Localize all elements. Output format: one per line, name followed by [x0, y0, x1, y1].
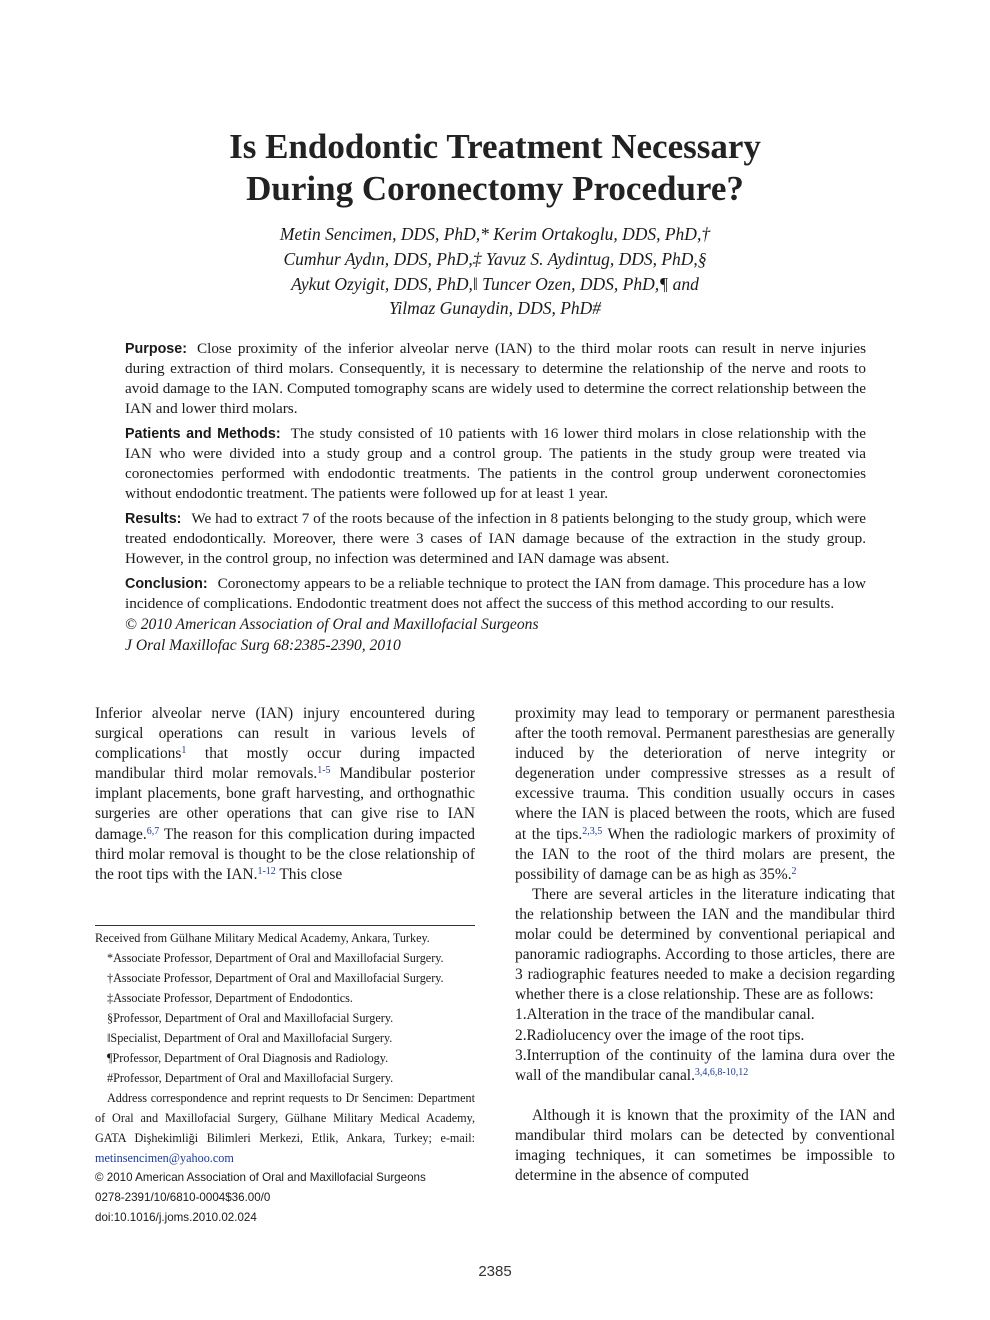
email-link[interactable]: metinsencimen@yahoo.com [95, 1151, 234, 1165]
intro-paragraph [95, 704, 475, 885]
conclusion-text: Coronectomy appears to be a reliable technique to protect the IAN from damage. This procedure has a low incidence of complications. Endodontic treatment does not affect the success of this method according to our results. [125, 575, 866, 612]
text-run: 3.Interruption of the continuity of the lamina dura over the wall of the mandibular canal. [515, 1046, 895, 1084]
abstract-conclusion [125, 574, 866, 614]
text-run: This close [275, 865, 343, 883]
purpose-label: Purpose: [125, 341, 187, 357]
article-title [95, 126, 895, 210]
reference-link[interactable]: 3,4,6,8-10,12 [694, 1066, 749, 1078]
text-run: The reason for this complication during impacted third molar removal is thought to be the close relationship of the root tips with the IAN. [95, 825, 475, 883]
footnote-received: Received from Gülhane Military Medical Academy, Ankara, Turkey. [95, 931, 430, 945]
abstract-methods [125, 424, 866, 504]
footnote-divider [95, 925, 475, 926]
author-line-4: Yilmaz Gunaydin, DDS, PhD# [388, 298, 602, 319]
list-item: 1.Alteration in the trace of the mandibular canal. [515, 1006, 815, 1024]
footnote-affiliation: ¶Professor, Department of Oral Diagnosis and Radiology. [107, 1051, 389, 1065]
footnote-address [95, 1088, 475, 1168]
methods-text: The study consisted of 10 patients with 16 lower third molars in close relationship with the IAN who were divided into a study group and a control group. The patients in the study group were treated via coronectomies performed with endodontic treatments. The patients in the control group underwent coronectomies without endodontic treatment. The patients were followed up for at least 1 year. [125, 425, 866, 502]
author-line-1: Metin Sencimen, DDS, PhD,* Kerim Ortakoglu, DDS, PhD,† [279, 224, 711, 244]
journal-citation: J Oral Maxillofac Surg 68:2385-2390, 2010 [125, 637, 401, 654]
author-list [150, 222, 840, 321]
abstract-purpose [125, 339, 866, 419]
page-number: 2385 [478, 1263, 512, 1280]
list-item [515, 1046, 895, 1086]
body-paragraph: There are several articles in the literature indicating that the relationship between the IAN and the mandibular third molar could be determined by conventional periapical and panoramic radiographs. According to those articles, there are 3 radiographic features needed to make a decision regarding whether there is a close relationship. These are as follows: [515, 885, 895, 1004]
footnote-affiliation: *Associate Professor, Department of Oral and Maxillofacial Surgery. [107, 951, 444, 965]
conclusion-label: Conclusion: [125, 576, 208, 592]
text-run: Inferior alveolar nerve (IAN) injury encountered during surgical operations can result in various levels of complications [95, 705, 475, 763]
reference-link[interactable]: 1 [181, 745, 187, 757]
reference-link[interactable]: 1-5 [317, 765, 331, 777]
reference-link[interactable]: 2,3,5 [582, 825, 603, 837]
text-run: proximity may lead to temporary or permanent paresthesia after the tooth removal. Permanent paresthesias are generally induced by the deterioration of nerve integrity or degeneration under compressive stresses as a result of excessive trauma. This condition usually occurs in cases where the IAN is placed between the roots, which are fused at the tips. [515, 705, 895, 843]
footnote-copyright: © 2010 American Association of Oral and Maxillofacial Surgeons [95, 1171, 426, 1184]
footnote-affiliation: ‡Associate Professor, Department of Endodontics. [107, 991, 353, 1005]
reference-link[interactable]: 6,7 [146, 825, 160, 837]
author-line-2: Cumhur Aydın, DDS, PhD,‡ Yavuz S. Aydintug, DDS, PhD,§ [283, 248, 707, 269]
abstract-copyright: © 2010 American Association of Oral and Maxillofacial Surgeons [125, 616, 539, 633]
abstract-results [125, 509, 866, 569]
reference-link[interactable]: 1-12 [257, 865, 276, 877]
title-line-2: During Coronectomy Procedure? [246, 169, 744, 208]
doi-link[interactable]: doi:10.1016/j.joms.2010.02.024 [95, 1211, 257, 1224]
title-line-1: Is Endodontic Treatment Necessary [229, 127, 761, 166]
list-item: 2.Radiolucency over the image of the root tips. [515, 1026, 805, 1044]
text-run: When the radiologic markers of proximity of the IAN to the root of the third molars are present, the possibility of damage can be as high as 35%. [515, 825, 895, 883]
purpose-text: Close proximity of the inferior alveolar nerve (IAN) to the third molar roots can result in nerve injuries during extraction of third molars. Consequently, it is necessary to determine the relationship of the nerve and roots to avoid damage to the IAN. Computed tomography scans are widely used to determine the correct relationship between the IAN and lower third molars. [125, 340, 866, 417]
abstract [125, 339, 866, 656]
text-run: that mostly occur during impacted mandibular third molar removals. [95, 745, 475, 783]
footnote-issn: 0278-2391/10/6810-0004$36.00/0 [95, 1191, 271, 1204]
body-paragraph [515, 704, 895, 885]
footnote-affiliation: #Professor, Department of Oral and Maxillofacial Surgery. [107, 1071, 394, 1085]
results-text: We had to extract 7 of the roots because of the infection in 8 patients belonging to the study group, which were treated endodontically. Moreover, there were 3 cases of IAN damage because of the extraction in the study group. However, in the control group, no infection was determined and IAN damage was absent. [125, 510, 866, 567]
author-line-3: Aykut Ozyigit, DDS, PhD,‖ Tuncer Ozen, DDS, PhD,¶ and [291, 273, 699, 294]
methods-label: Patients and Methods: [125, 426, 281, 442]
footnote-affiliation: ‖Specialist, Department of Oral and Maxillofacial Surgery. [107, 1031, 393, 1045]
reference-link[interactable]: 2 [791, 865, 797, 877]
body-column-right [515, 704, 895, 1186]
footnote-affiliation: †Associate Professor, Department of Oral and Maxillofacial Surgery. [107, 971, 444, 985]
footnotes [95, 928, 475, 1228]
body-column-left [95, 704, 475, 885]
footnote-affiliation: §Professor, Department of Oral and Maxillofacial Surgery. [107, 1011, 394, 1025]
address-text: Address correspondence and reprint requests to Dr Sencimen: Department of Oral and Maxillofacial Surgery, Gülhane Military Medical Academy, GATA Dişhekimliği Bilimleri Merkezi, Etlik, Ankara, Turkey; e-mail: [95, 1091, 475, 1145]
text-run: Mandibular posterior implant placements, bone graft harvesting, and orthognathic surgeries are other operations that can give rise to IAN damage. [95, 765, 475, 843]
paragraph-gap [515, 1086, 895, 1106]
body-paragraph: Although it is known that the proximity of the IAN and mandibular third molars can be detected by conventional imaging techniques, it can sometimes be impossible to determine in the absence of computed [515, 1106, 895, 1185]
results-label: Results: [125, 511, 182, 527]
